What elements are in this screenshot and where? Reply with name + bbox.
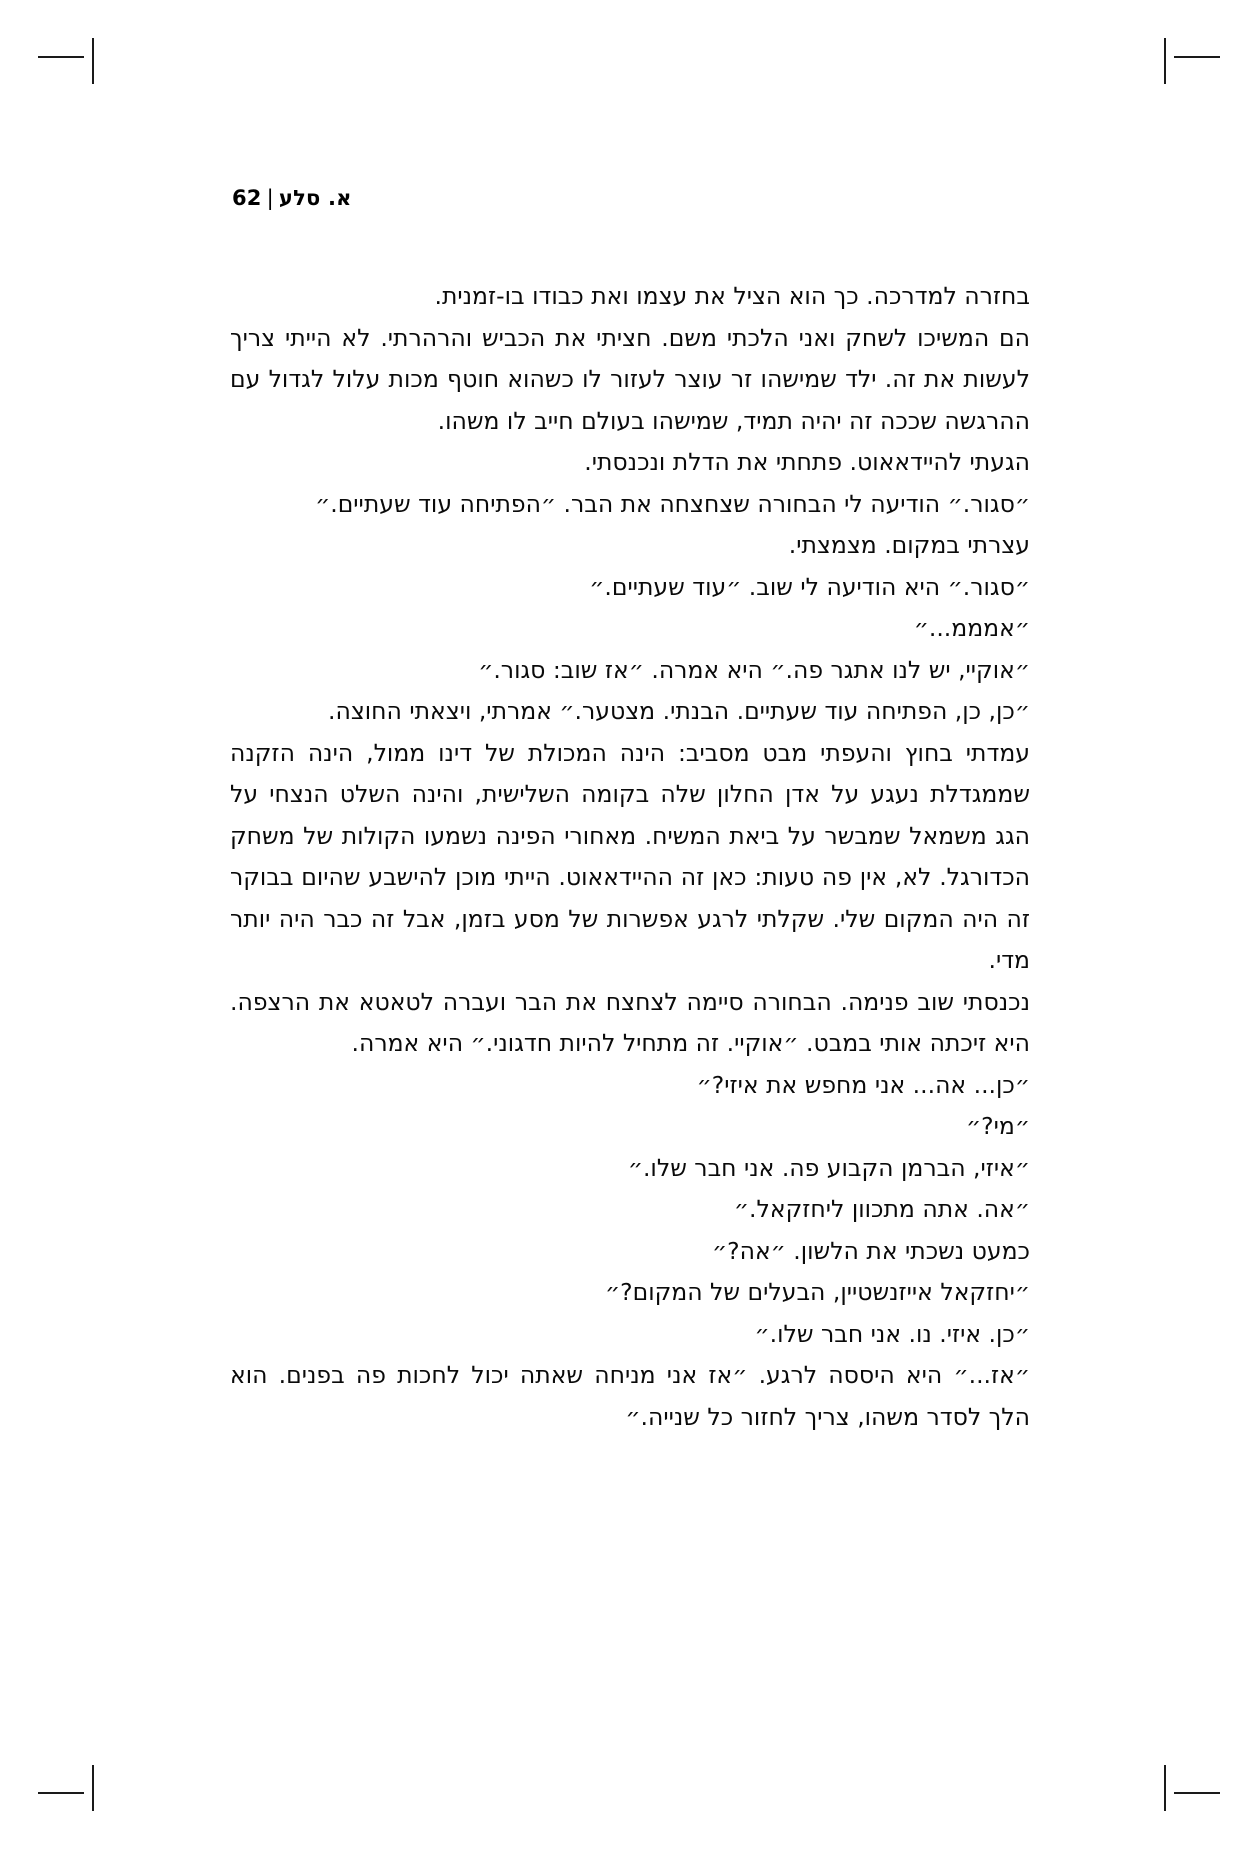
running-head (230, 186, 1030, 210)
paragraph: עצרתי במקום. מצמצתי. (788, 531, 1030, 559)
paragraph: הם המשיכו לשחק ואני הלכתי משם. חציתי את הכביש והרהרתי. לא הייתי צריך לעשות את זה. ילד שמישהו זר עוצר לעזור לו כשהוא חוטף מכות עלול לגדול עם ההרגשה שככה זה יהיה תמיד, שמישהו בעולם חייב לו משהו. (230, 323, 1030, 435)
crop-mark-bottom-left-vertical (92, 1765, 94, 1811)
crop-mark-top-right-vertical (1164, 38, 1166, 84)
crop-mark-top-left-horizontal (38, 56, 84, 58)
paragraph: ״איזי, הברמן הקבוע פה. אני חבר שלו.״ (627, 1153, 1030, 1182)
crop-mark-bottom-right-horizontal (1174, 1792, 1220, 1794)
paragraph: ״אה. אתה מתכוון ליחזקאל.״ (733, 1195, 1030, 1223)
paragraph: ״אמממ...״ (913, 614, 1030, 642)
paragraph: עמדתי בחוץ והעפתי מבט מסביב: הינה המכולת של דינו ממול, הינה הזקנה שממגדלת נעגע על אדן החלון שלה בקומה השלישית, והינה השלט הנצחי על הגג משמאל שמבשר על ביאת המשיח. מאחורי הפינה נשמעו הקולות של משחק הכדורגל. לא, אין פה טעות: כאן זה ההיידאאוט. הייתי מוכן להישבע שהיום בבוקר זה היה המקום שלי. שקלתי לרגע אפשרות של מסע בזמן, אבל זה כבר היה יותר מדי. (230, 738, 1030, 974)
paragraph: ״כן. איזי. נו. אני חבר שלו.״ (754, 1319, 1030, 1348)
paragraph: בחזרה למדרכה. כך הוא הציל את עצמו ואת כבודו בו-זמנית. (434, 282, 1030, 310)
crop-mark-top-left-vertical (92, 38, 94, 84)
page-content (230, 186, 1030, 1438)
paragraph: ״אז...״ היא היססה לרגע. ״אז אני מניחה שאתה יכול לחכות פה בפנים. הוא הלך לסדר משהו, צריך לחזור כל שנייה.״ (230, 1361, 1030, 1431)
paragraph: ״כן, כן, הפתיחה עוד שעתיים. הבנתי. מצטער.״ אמרתי, ויצאתי החוצה. (328, 697, 1030, 725)
paragraph: ״סגור.״ הודיעה לי הבחורה שצחצחה את הבר. ״הפתיחה עוד שעתיים.״ (315, 489, 1030, 518)
crop-mark-top-right-horizontal (1174, 56, 1220, 58)
crop-mark-bottom-right-vertical (1164, 1765, 1166, 1811)
running-head-separator: | (266, 186, 274, 210)
paragraph: ״אוקיי, יש לנו אתגר פה.״ היא אמרה. ״אז שוב: סגור.״ (478, 655, 1030, 684)
paragraph: ״מי?״ (966, 1112, 1030, 1140)
paragraph: הגעתי להיידאאוט. פתחתי את הדלת ונכנסתי. (584, 448, 1030, 476)
page-number: 62 (232, 186, 262, 210)
running-head-author: א. סלע (278, 186, 352, 210)
paragraph: ״סגור.״ היא הודיעה לי שוב. ״עוד שעתיים.״ (589, 572, 1030, 601)
paragraph: נכנסתי שוב פנימה. הבחורה סיימה לצחצח את הבר ועברה לטאטא את הרצפה. היא זיכתה אותי במבט. ״אוקיי. זה מתחיל להיות חדגוני.״ היא אמרה. (230, 987, 1030, 1057)
crop-mark-bottom-left-horizontal (38, 1792, 84, 1794)
paragraph: ״כן... אה... אני מחפש את איזי?״ (696, 1070, 1030, 1099)
paragraph: כמעט נשכתי את הלשון. ״אה?״ (711, 1236, 1030, 1265)
paragraph: ״יחזקאל אייזנשטיין, הבעלים של המקום?״ (604, 1278, 1030, 1306)
